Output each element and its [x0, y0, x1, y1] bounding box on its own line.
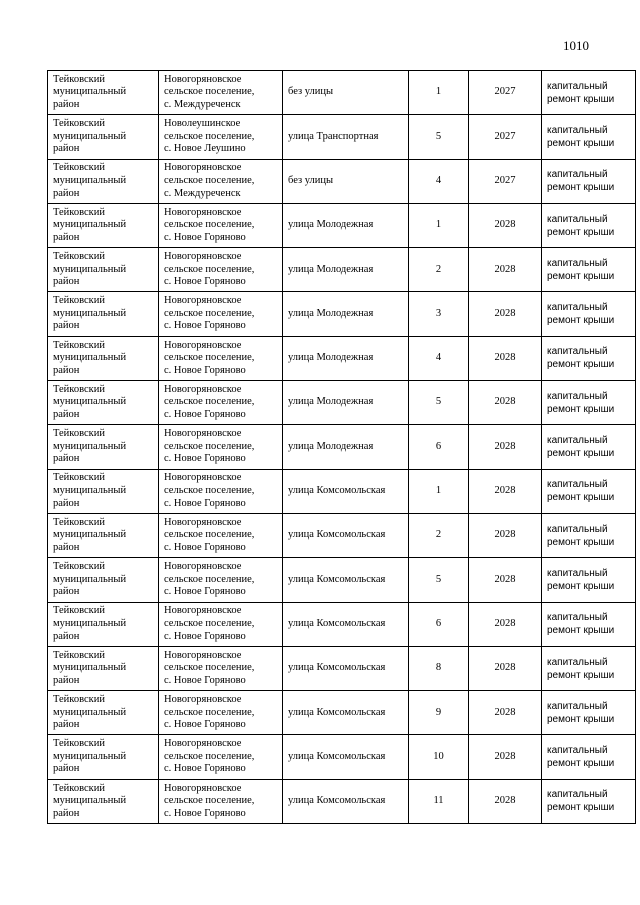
settlement-cell-line: с. Новое Горяново: [164, 541, 246, 553]
district-cell-line: Тейковский: [53, 782, 106, 794]
year-cell: 2027: [469, 115, 542, 159]
work-type-cell-line: ремонт крыши: [547, 448, 615, 460]
district-cell-line: Тейковский: [53, 118, 106, 130]
street-cell: улица Транспортная: [283, 115, 409, 159]
settlement-cell: [159, 203, 283, 247]
settlement-cell-line: с. Новое Горяново: [164, 231, 246, 243]
settlement-cell-line: Новогоряновское: [164, 339, 242, 351]
housing-repair-table: [47, 70, 636, 824]
work-type-cell-line: ремонт крыши: [547, 713, 615, 725]
settlement-cell-line: с. Новое Горяново: [164, 630, 246, 642]
district-cell-line: муниципальный: [53, 706, 127, 718]
district-cell-line: район: [53, 409, 80, 421]
district-cell: [48, 558, 159, 602]
district-cell-line: муниципальный: [53, 529, 127, 541]
settlement-cell-line: сельское поселение,: [164, 529, 255, 541]
year-cell: 2028: [469, 469, 542, 513]
house-number-cell: 3: [409, 292, 469, 336]
district-cell-line: Тейковский: [53, 649, 106, 661]
house-number-cell: 5: [409, 381, 469, 425]
district-cell-line: муниципальный: [53, 307, 127, 319]
table-row: [48, 691, 636, 735]
work-type-cell: [542, 469, 636, 513]
year-cell: 2028: [469, 646, 542, 690]
work-type-cell: [542, 602, 636, 646]
table-row: [48, 646, 636, 690]
year-cell: 2028: [469, 779, 542, 823]
district-cell-line: муниципальный: [53, 617, 127, 629]
street-cell: улица Молодежная: [283, 248, 409, 292]
street-cell: улица Комсомольская: [283, 735, 409, 779]
house-number-cell: 6: [409, 602, 469, 646]
page-number: 1010: [563, 38, 589, 53]
table-row: [48, 425, 636, 469]
district-cell: [48, 602, 159, 646]
street-cell: улица Молодежная: [283, 381, 409, 425]
district-cell-line: Тейковский: [53, 472, 106, 484]
district-cell: [48, 646, 159, 690]
work-type-cell-line: капитальный: [547, 789, 608, 801]
work-type-cell-line: капитальный: [547, 435, 608, 447]
year-cell: 2027: [469, 71, 542, 115]
work-type-cell-line: капитальный: [547, 390, 608, 402]
settlement-cell-line: с. Новое Горяново: [164, 719, 246, 731]
table-row: [48, 115, 636, 159]
district-cell-line: Тейковский: [53, 561, 106, 573]
settlement-cell-line: Новогоряновское: [164, 250, 242, 262]
work-type-cell: [542, 646, 636, 690]
street-cell: улица Комсомольская: [283, 469, 409, 513]
district-cell: [48, 336, 159, 380]
settlement-cell: [159, 779, 283, 823]
work-type-cell: [542, 115, 636, 159]
street-cell: улица Комсомольская: [283, 646, 409, 690]
district-cell-line: муниципальный: [53, 352, 127, 364]
work-type-cell-line: ремонт крыши: [547, 403, 615, 415]
settlement-cell: [159, 425, 283, 469]
district-cell-line: Тейковский: [53, 206, 106, 218]
district-cell-line: Тейковский: [53, 738, 106, 750]
district-cell-line: муниципальный: [53, 795, 127, 807]
street-cell: без улицы: [283, 71, 409, 115]
work-type-cell-line: ремонт крыши: [547, 182, 615, 194]
house-number-cell: 11: [409, 779, 469, 823]
settlement-cell-line: сельское поселение,: [164, 219, 255, 231]
district-cell-line: муниципальный: [53, 174, 127, 186]
settlement-cell-line: сельское поселение,: [164, 86, 255, 98]
district-cell: [48, 292, 159, 336]
settlement-cell-line: сельское поселение,: [164, 573, 255, 585]
settlement-cell-line: сельское поселение,: [164, 307, 255, 319]
work-type-cell-line: капитальный: [547, 523, 608, 535]
table-row: [48, 292, 636, 336]
district-cell-line: район: [53, 719, 80, 731]
house-number-cell: 10: [409, 735, 469, 779]
settlement-cell-line: с. Новое Горяново: [164, 674, 246, 686]
settlement-cell-line: Новогоряновское: [164, 693, 242, 705]
year-cell: 2028: [469, 203, 542, 247]
district-cell: [48, 425, 159, 469]
work-type-cell: [542, 513, 636, 557]
district-cell: [48, 513, 159, 557]
settlement-cell: [159, 558, 283, 602]
settlement-cell-line: сельское поселение,: [164, 396, 255, 408]
district-cell-line: муниципальный: [53, 263, 127, 275]
settlement-cell-line: Новолеушинское: [164, 118, 241, 130]
street-cell: без улицы: [283, 159, 409, 203]
district-cell: [48, 779, 159, 823]
district-cell-line: муниципальный: [53, 573, 127, 585]
house-number-cell: 8: [409, 646, 469, 690]
work-type-cell: [542, 425, 636, 469]
settlement-cell-line: сельское поселение,: [164, 130, 255, 142]
district-cell-line: Тейковский: [53, 516, 106, 528]
settlement-cell-line: Новогоряновское: [164, 206, 242, 218]
house-number-cell: 5: [409, 115, 469, 159]
street-cell: улица Комсомольская: [283, 513, 409, 557]
work-type-cell-line: ремонт крыши: [547, 580, 615, 592]
district-cell-line: Тейковский: [53, 73, 106, 85]
house-number-cell: 9: [409, 691, 469, 735]
district-cell: [48, 691, 159, 735]
district-cell-line: район: [53, 98, 80, 110]
work-type-cell-line: капитальный: [547, 169, 608, 181]
work-type-cell: [542, 381, 636, 425]
work-type-cell: [542, 248, 636, 292]
settlement-cell: [159, 71, 283, 115]
work-type-cell-line: капитальный: [547, 656, 608, 668]
district-cell-line: муниципальный: [53, 485, 127, 497]
table-row: [48, 336, 636, 380]
settlement-cell: [159, 513, 283, 557]
district-cell: [48, 115, 159, 159]
work-type-cell-line: ремонт крыши: [547, 536, 615, 548]
settlement-cell-line: с. Междуреченск: [164, 98, 241, 110]
district-cell-line: район: [53, 143, 80, 155]
district-cell-line: муниципальный: [53, 662, 127, 674]
house-number-cell: 1: [409, 469, 469, 513]
district-cell-line: Тейковский: [53, 162, 106, 174]
settlement-cell-line: сельское поселение,: [164, 485, 255, 497]
settlement-cell: [159, 381, 283, 425]
house-number-cell: 2: [409, 513, 469, 557]
settlement-cell-line: Новогоряновское: [164, 162, 242, 174]
work-type-cell-line: капитальный: [547, 213, 608, 225]
table-row: [48, 469, 636, 513]
settlement-cell-line: сельское поселение,: [164, 352, 255, 364]
year-cell: 2028: [469, 381, 542, 425]
house-number-cell: 2: [409, 248, 469, 292]
work-type-cell-line: ремонт крыши: [547, 802, 615, 814]
settlement-cell-line: Новогоряновское: [164, 605, 242, 617]
settlement-cell-line: с. Новое Горяново: [164, 807, 246, 819]
settlement-cell: [159, 735, 283, 779]
district-cell-line: Тейковский: [53, 339, 106, 351]
district-cell-line: район: [53, 497, 80, 509]
work-type-cell: [542, 336, 636, 380]
district-cell-line: муниципальный: [53, 440, 127, 452]
work-type-cell-line: ремонт крыши: [547, 492, 615, 504]
work-type-cell-line: ремонт крыши: [547, 226, 615, 238]
district-cell-line: Тейковский: [53, 693, 106, 705]
settlement-cell-line: с. Новое Горяново: [164, 497, 246, 509]
year-cell: 2028: [469, 425, 542, 469]
table-row: [48, 735, 636, 779]
settlement-cell-line: Новогоряновское: [164, 472, 242, 484]
settlement-cell-line: сельское поселение,: [164, 750, 255, 762]
district-cell-line: район: [53, 276, 80, 288]
table-row: [48, 71, 636, 115]
settlement-cell-line: сельское поселение,: [164, 263, 255, 275]
work-type-cell-line: капитальный: [547, 745, 608, 757]
settlement-cell-line: сельское поселение,: [164, 617, 255, 629]
table-row: [48, 159, 636, 203]
settlement-cell-line: сельское поселение,: [164, 662, 255, 674]
work-type-cell-line: ремонт крыши: [547, 359, 615, 371]
year-cell: 2028: [469, 602, 542, 646]
work-type-cell: [542, 691, 636, 735]
street-cell: улица Комсомольская: [283, 558, 409, 602]
settlement-cell-line: сельское поселение,: [164, 795, 255, 807]
district-cell-line: район: [53, 364, 80, 376]
district-cell-line: Тейковский: [53, 605, 106, 617]
district-cell-line: муниципальный: [53, 219, 127, 231]
table-row: [48, 381, 636, 425]
table-row: [48, 558, 636, 602]
house-number-cell: 5: [409, 558, 469, 602]
settlement-cell: [159, 691, 283, 735]
district-cell-line: район: [53, 807, 80, 819]
district-cell: [48, 71, 159, 115]
year-cell: 2028: [469, 513, 542, 557]
work-type-cell: [542, 203, 636, 247]
district-cell: [48, 469, 159, 513]
district-cell-line: район: [53, 453, 80, 465]
street-cell: улица Комсомольская: [283, 602, 409, 646]
district-cell-line: район: [53, 586, 80, 598]
house-number-cell: 1: [409, 203, 469, 247]
street-cell: улица Молодежная: [283, 336, 409, 380]
work-type-cell-line: ремонт крыши: [547, 625, 615, 637]
settlement-cell-line: Новогоряновское: [164, 561, 242, 573]
year-cell: 2028: [469, 336, 542, 380]
settlement-cell-line: Новогоряновское: [164, 516, 242, 528]
year-cell: 2028: [469, 292, 542, 336]
street-cell: улица Молодежная: [283, 203, 409, 247]
work-type-cell-line: капитальный: [547, 124, 608, 136]
work-type-cell-line: капитальный: [547, 612, 608, 624]
year-cell: 2028: [469, 735, 542, 779]
district-cell-line: Тейковский: [53, 295, 106, 307]
settlement-cell-line: с. Междуреченск: [164, 187, 241, 199]
settlement-cell-line: сельское поселение,: [164, 174, 255, 186]
settlement-cell: [159, 248, 283, 292]
district-cell-line: Тейковский: [53, 250, 106, 262]
work-type-cell-line: капитальный: [547, 302, 608, 314]
settlement-cell-line: с. Новое Леушино: [164, 143, 246, 155]
year-cell: 2028: [469, 248, 542, 292]
settlement-cell: [159, 646, 283, 690]
district-cell: [48, 159, 159, 203]
settlement-cell-line: с. Новое Горяново: [164, 409, 246, 421]
district-cell-line: район: [53, 541, 80, 553]
work-type-cell-line: ремонт крыши: [547, 758, 615, 770]
street-cell: улица Молодежная: [283, 425, 409, 469]
year-cell: 2028: [469, 691, 542, 735]
table-row: [48, 203, 636, 247]
house-number-cell: 6: [409, 425, 469, 469]
settlement-cell: [159, 469, 283, 513]
table-row: [48, 779, 636, 823]
street-cell: улица Комсомольская: [283, 691, 409, 735]
settlement-cell-line: с. Новое Горяново: [164, 276, 246, 288]
settlement-cell-line: с. Новое Горяново: [164, 320, 246, 332]
work-type-cell: [542, 292, 636, 336]
street-cell: улица Комсомольская: [283, 779, 409, 823]
settlement-cell-line: сельское поселение,: [164, 440, 255, 452]
settlement-cell-line: Новогоряновское: [164, 782, 242, 794]
settlement-cell-line: Новогоряновское: [164, 428, 242, 440]
district-cell-line: район: [53, 231, 80, 243]
work-type-cell-line: ремонт крыши: [547, 93, 615, 105]
settlement-cell-line: Новогоряновское: [164, 383, 242, 395]
house-number-cell: 4: [409, 336, 469, 380]
settlement-cell: [159, 336, 283, 380]
district-cell: [48, 381, 159, 425]
table-row: [48, 513, 636, 557]
work-type-cell-line: ремонт крыши: [547, 270, 615, 282]
settlement-cell: [159, 159, 283, 203]
settlement-cell-line: Новогоряновское: [164, 73, 242, 85]
district-cell-line: муниципальный: [53, 396, 127, 408]
year-cell: 2028: [469, 558, 542, 602]
district-cell-line: район: [53, 674, 80, 686]
street-cell: улица Молодежная: [283, 292, 409, 336]
work-type-cell-line: капитальный: [547, 257, 608, 269]
work-type-cell: [542, 159, 636, 203]
district-cell-line: Тейковский: [53, 428, 106, 440]
district-cell-line: район: [53, 763, 80, 775]
settlement-cell: [159, 292, 283, 336]
work-type-cell: [542, 71, 636, 115]
table-row: [48, 248, 636, 292]
work-type-cell-line: капитальный: [547, 346, 608, 358]
district-cell-line: муниципальный: [53, 130, 127, 142]
house-number-cell: 1: [409, 71, 469, 115]
settlement-cell: [159, 602, 283, 646]
work-type-cell-line: ремонт крыши: [547, 669, 615, 681]
district-cell-line: муниципальный: [53, 86, 127, 98]
work-type-cell-line: капитальный: [547, 700, 608, 712]
settlement-cell-line: Новогоряновское: [164, 649, 242, 661]
settlement-cell-line: с. Новое Горяново: [164, 364, 246, 376]
work-type-cell-line: капитальный: [547, 567, 608, 579]
district-cell-line: муниципальный: [53, 750, 127, 762]
district-cell-line: район: [53, 320, 80, 332]
work-type-cell-line: капитальный: [547, 80, 608, 92]
work-type-cell-line: капитальный: [547, 479, 608, 491]
table-row: [48, 602, 636, 646]
work-type-cell-line: ремонт крыши: [547, 137, 615, 149]
district-cell: [48, 735, 159, 779]
work-type-cell: [542, 558, 636, 602]
settlement-cell-line: с. Новое Горяново: [164, 763, 246, 775]
district-cell-line: Тейковский: [53, 383, 106, 395]
settlement-cell-line: с. Новое Горяново: [164, 453, 246, 465]
year-cell: 2027: [469, 159, 542, 203]
work-type-cell: [542, 779, 636, 823]
settlement-cell-line: сельское поселение,: [164, 706, 255, 718]
district-cell-line: район: [53, 187, 80, 199]
district-cell: [48, 248, 159, 292]
house-number-cell: 4: [409, 159, 469, 203]
table-body: [48, 71, 636, 824]
work-type-cell: [542, 735, 636, 779]
work-type-cell-line: ремонт крыши: [547, 315, 615, 327]
district-cell: [48, 203, 159, 247]
settlement-cell-line: Новогоряновское: [164, 738, 242, 750]
settlement-cell: [159, 115, 283, 159]
settlement-cell-line: с. Новое Горяново: [164, 586, 246, 598]
district-cell-line: район: [53, 630, 80, 642]
settlement-cell-line: Новогоряновское: [164, 295, 242, 307]
